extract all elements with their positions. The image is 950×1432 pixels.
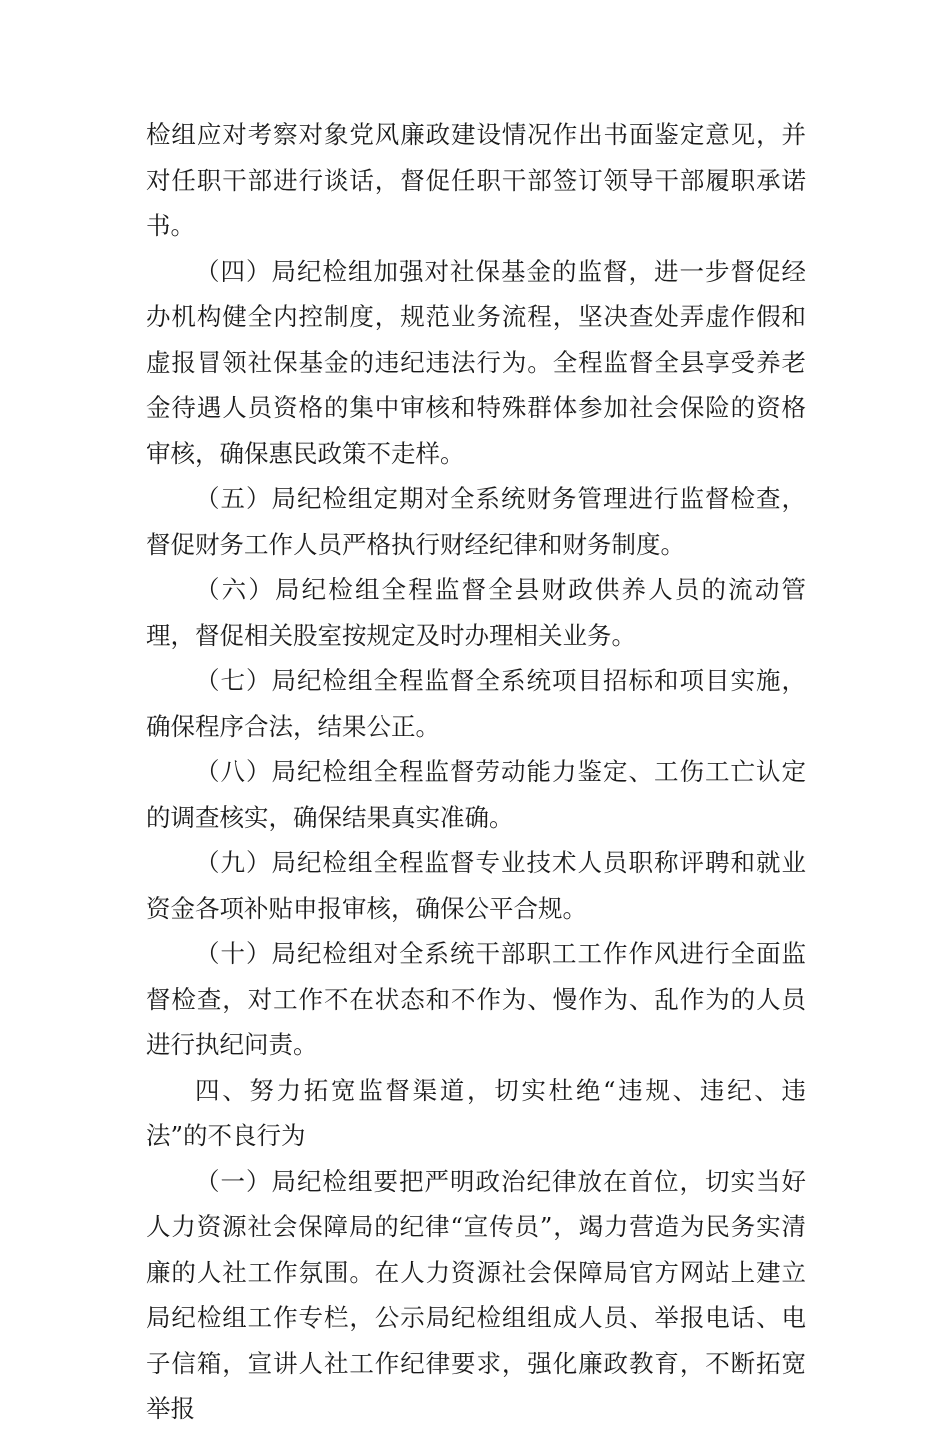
paragraph-item-6: （六）局纪检组全程监督全县财政供养人员的流动管理，督促相关股室按规定及时办理相关业务。: [146, 575, 806, 650]
paragraph-item-10: （十）局纪检组对全系统干部职工工作作风进行全面监督检查，对工作不在状态和不作为、慢作为、乱作为的人员进行执纪问责。: [146, 939, 806, 1059]
paragraph-item-8: （八）局纪检组全程监督劳动能力鉴定、工伤工亡认定的调查核实，确保结果真实准确。: [146, 757, 806, 832]
section-heading-4: 四、努力拓宽监督渠道，切实杜绝“违规、违纪、违法”的不良行为: [146, 1075, 806, 1150]
document-body: [146, 112, 806, 1432]
paragraph-item-9: （九）局纪检组全程监督专业技术人员职称评聘和就业资金各项补贴申报审核，确保公平合规。: [146, 848, 806, 923]
paragraph-continuation: 检组应对考察对象党风廉政建设情况作出书面鉴定意见，并对任职干部进行谈话，督促任职干部签订领导干部履职承诺书。: [146, 120, 806, 240]
paragraph-item-1: （一）局纪检组要把严明政治纪律放在首位，切实当好人力资源社会保障局的纪律“宣传员”，竭力营造为民务实清廉的人社工作氛围。在人力资源社会保障局官方网站上建立局纪检组工作专栏，公示局纪检组组成人员、举报电话、电子信箱，宣讲人社工作纪律要求，强化廉政教育，不断拓宽举报: [146, 1166, 806, 1423]
paragraph-item-5: （五）局纪检组定期对全系统财务管理进行监督检查，督促财务工作人员严格执行财经纪律和财务制度。: [146, 484, 806, 559]
paragraph-item-7: （七）局纪检组全程监督全系统项目招标和项目实施，确保程序合法，结果公正。: [146, 666, 806, 741]
paragraph-item-4: （四）局纪检组加强对社保基金的监督，进一步督促经办机构健全内控制度，规范业务流程，坚决查处弄虚作假和虚报冒领社保基金的违纪违法行为。全程监督全县享受养老金待遇人员资格的集中审核和特殊群体参加社会保险的资格审核，确保惠民政策不走样。: [146, 256, 806, 468]
